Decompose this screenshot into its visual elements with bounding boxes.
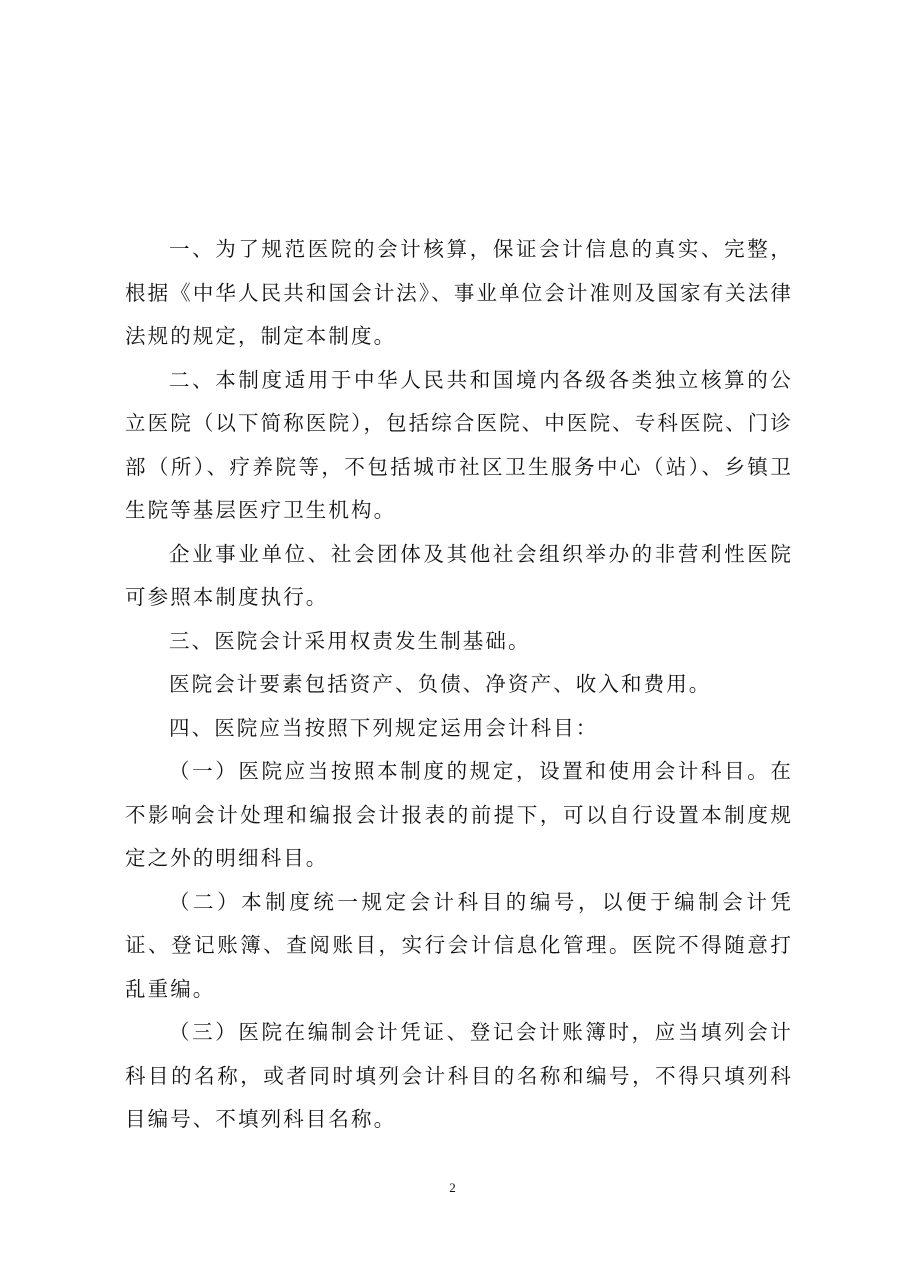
paragraph-3: 企业事业单位、社会团体及其他社会组织举办的非营利性医院可参照本制度执行。 [125, 541, 793, 609]
paragraph-1: 一、为了规范医院的会计核算，保证会计信息的真实、完整，根据《中华人民共和国会计法》、事业单位会计准则及国家有关法律法规的规定，制定本制度。 [125, 237, 793, 348]
paragraph-5: 医院会计要素包括资产、负债、净资产、收入和费用。 [169, 672, 712, 696]
paragraph-6: 四、医院应当按照下列规定运用会计科目： [169, 715, 599, 740]
document-body [125, 228, 793, 1142]
paragraph-4: 三、医院会计采用权责发生制基础。 [169, 628, 531, 653]
paragraph-7: （一）医院应当按照本制度的规定，设置和使用会计科目。在不影响会计处理和编报会计报表的前提下，可以自行设置本制度规定之外的明细科目。 [125, 759, 793, 870]
paragraph-8: （二）本制度统一规定会计科目的编号，以便于编制会计凭证、登记账簿、查阅账目，实行会计信息化管理。医院不得随意打乱重编。 [125, 889, 793, 1001]
paragraph-9: （三）医院在编制会计凭证、登记会计账簿时，应当填列会计科目的名称，或者同时填列会计科目的名称和编号，不得只填列科目编号、不填列科目名称。 [125, 1020, 793, 1131]
page-number: 2 [449, 1180, 456, 1195]
paragraph-2: 二、本制度适用于中华人民共和国境内各级各类独立核算的公立医院（以下简称医院），包括综合医院、中医院、专科医院、门诊部（所）、疗养院等，不包括城市社区卫生服务中心（站）、乡镇卫生院等基层医疗卫生机构。 [125, 367, 793, 522]
